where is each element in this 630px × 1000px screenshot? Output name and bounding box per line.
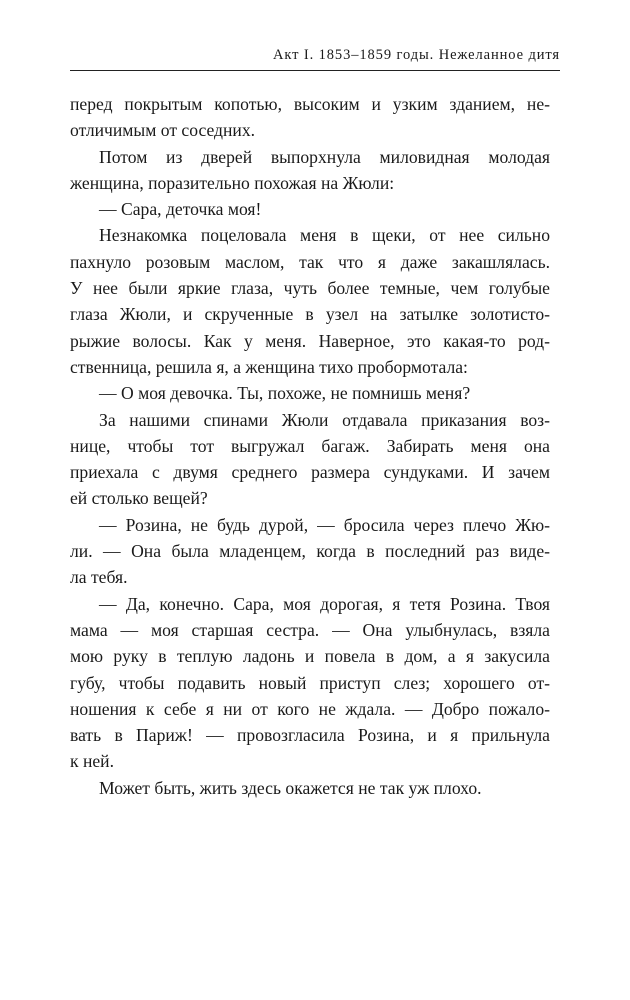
text-line: Незнакомка поцеловала меня в щеки, от нее сильно bbox=[99, 225, 550, 246]
text-line: к ней. bbox=[70, 751, 114, 772]
text-line: — О моя девочка. Ты, похоже, не помнишь меня? bbox=[99, 383, 471, 404]
text-line: За нашими спинами Жюли отдавала приказания воз- bbox=[99, 409, 550, 430]
text-line: — Розина, не будь дурой, — бросила через плечо Жю- bbox=[99, 514, 550, 535]
text-line: ственница, решила я, а женщина тихо пробормотала: bbox=[70, 356, 468, 377]
text-line: губу, чтобы подавить новый приступ слез; хорошего от- bbox=[70, 672, 550, 693]
running-head bbox=[70, 44, 560, 71]
text-line: мама — моя старшая сестра. — Она улыбнулась, взяла bbox=[70, 619, 550, 640]
text-line: пахнуло розовым маслом, так что я даже закашлялась. bbox=[70, 251, 550, 272]
text-line: приехала с двумя среднего размера сундуками. И зачем bbox=[70, 462, 550, 483]
text-line: ей столько вещей? bbox=[70, 488, 208, 509]
text-line: У нее были яркие глаза, чуть более темные, чем голубые bbox=[70, 278, 550, 299]
running-head-text: Акт I. 1853–1859 годы. Нежеланное дитя bbox=[272, 47, 560, 63]
text-line: нице, чтобы тот выгружал багаж. Забирать меня она bbox=[70, 435, 550, 456]
text-line: вать в Париж! — провозгласила Розина, и я прильнула bbox=[70, 725, 550, 746]
text-line: женщина, поразительно похожая на Жюли: bbox=[70, 172, 395, 193]
text-line: ла тебя. bbox=[70, 567, 128, 588]
text-line: мою руку в теплую ладонь и повела в дом, а я закусила bbox=[70, 646, 550, 667]
body-text bbox=[70, 91, 550, 801]
text-line: — Сара, деточка моя! bbox=[99, 199, 262, 220]
text-line: отличимым от соседних. bbox=[70, 120, 256, 141]
text-line: глаза Жюли, и скрученные в узел на затылке золотисто- bbox=[70, 304, 550, 325]
text-line: Потом из дверей выпорхнула миловидная молодая bbox=[99, 146, 550, 167]
text-line: — Да, конечно. Сара, моя дорогая, я тетя Розина. Твоя bbox=[99, 593, 550, 614]
text-line: перед покрытым копотью, высоким и узким зданием, не- bbox=[70, 94, 550, 114]
text-line: ли. — Она была младенцем, когда в последний раз виде- bbox=[70, 541, 550, 562]
text-line: ношения к себе я ни от кого не ждала. — Добро пожало- bbox=[70, 698, 550, 719]
text-line: Может быть, жить здесь окажется не так уж плохо. bbox=[99, 777, 482, 798]
text-line: рыжие волосы. Как у меня. Наверное, это какая-то род- bbox=[70, 330, 550, 351]
